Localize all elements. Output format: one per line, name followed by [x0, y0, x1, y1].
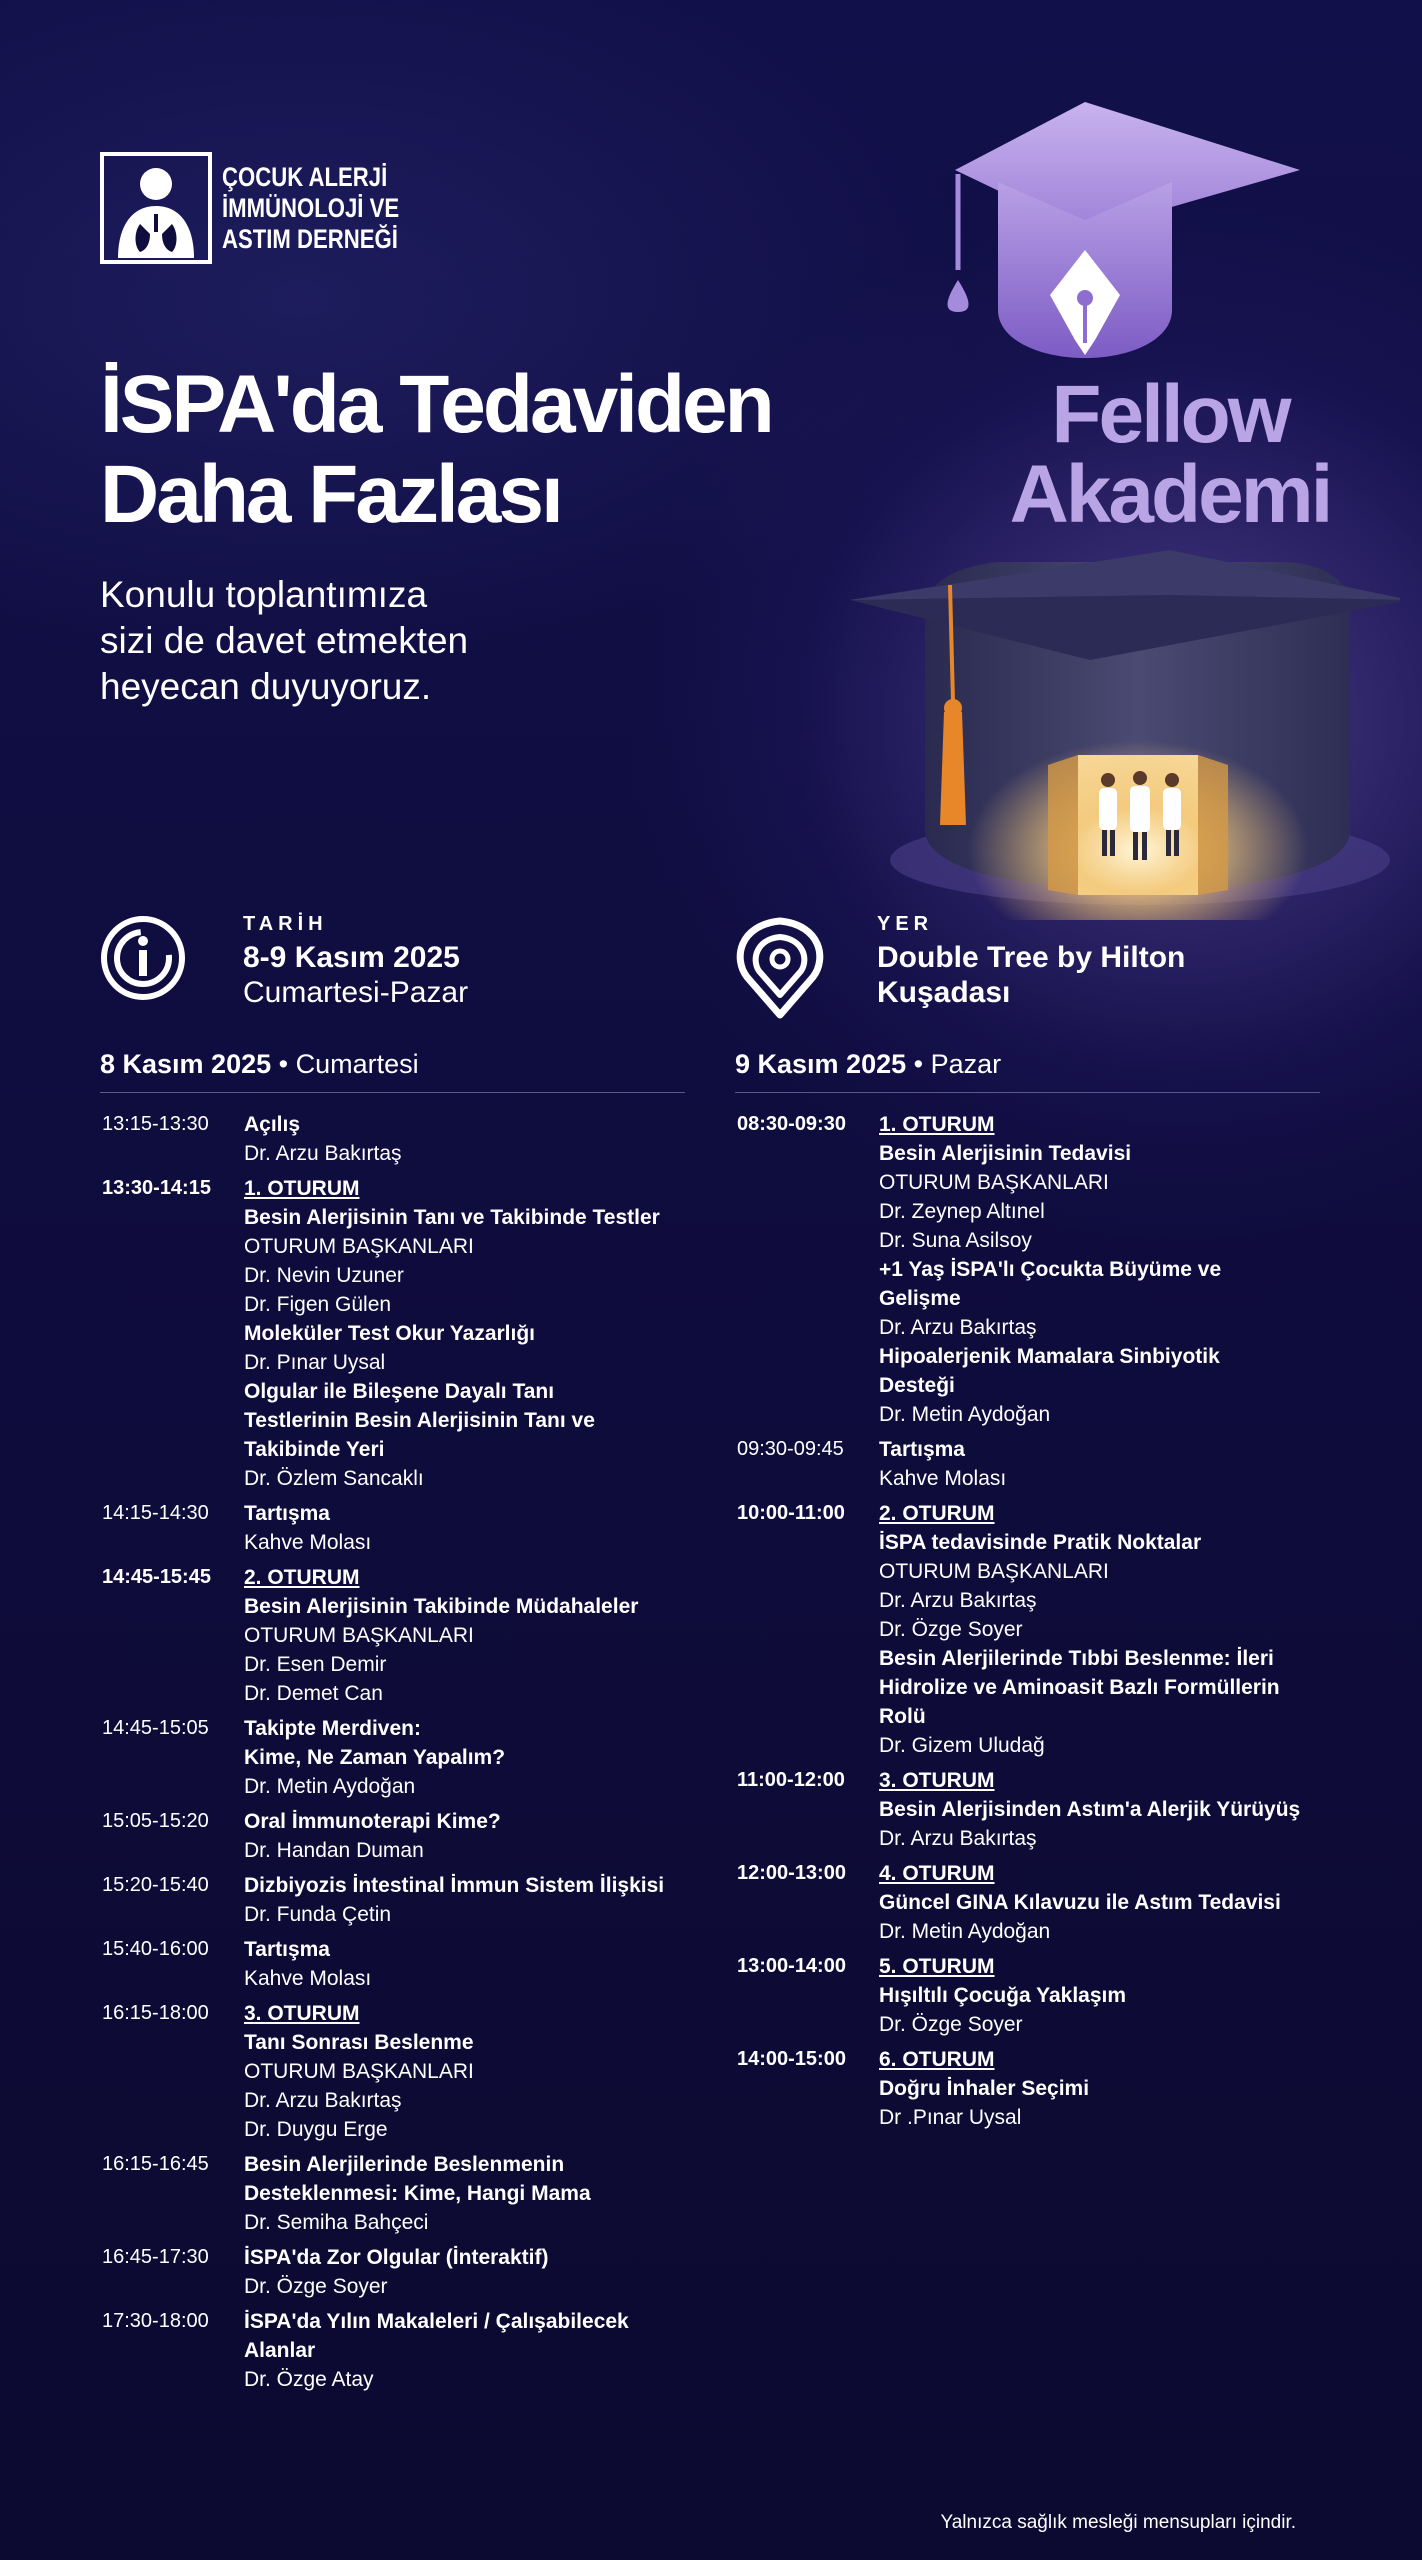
talk-title: Takibinde Yeri: [244, 1438, 385, 1461]
schedule-row: [737, 1499, 1337, 1760]
speaker-name: Dr. Zeynep Altınel: [879, 1200, 1045, 1223]
schedule-row: [102, 1563, 702, 1708]
session-time: 14:45-15:05: [102, 1717, 209, 1739]
day1-date: 8 Kasım 2025: [100, 1049, 272, 1079]
footer-disclaimer: Yalnızca sağlık mesleği mensupları içindir.: [940, 2512, 1296, 2533]
speaker-name: OTURUM BAŞKANLARI: [879, 1171, 1109, 1194]
session-time: 14:15-14:30: [102, 1502, 209, 1524]
talk-title: Dizbiyozis İntestinal İmmun Sistem İlişkisi: [244, 1874, 665, 1897]
session-time: 16:15-16:45: [102, 2153, 209, 2175]
speaker-name: OTURUM BAŞKANLARI: [244, 1624, 474, 1647]
talk-title: Alanlar: [244, 2339, 316, 2362]
talk-title: Hipoalerjenik Mamalara Sinbiyotik: [879, 1345, 1220, 1368]
schedule-row: [102, 1935, 702, 1993]
day1-schedule: [102, 1110, 702, 2400]
day2-weekday: • Pazar: [913, 1049, 1002, 1079]
session-time: 14:00-15:00: [737, 2048, 846, 2070]
talk-title: Olgular ile Bileşene Dayalı Tanı: [244, 1380, 555, 1403]
speaker-name: OTURUM BAŞKANLARI: [244, 2060, 474, 2083]
headline-line-1: İSPA'da Tedaviden: [100, 359, 772, 450]
headline-line-2: Daha Fazlası: [100, 449, 561, 540]
session-time: 13:15-13:30: [102, 1113, 209, 1135]
schedule-row: [737, 1859, 1337, 1946]
schedule-row: [102, 1807, 702, 1865]
logo-line-2: İMMÜNOLOJİ VE: [222, 192, 400, 223]
invitation-text: [100, 572, 468, 710]
talk-title: Takipte Merdiven:: [244, 1717, 421, 1740]
speaker-name: Dr. Suna Asilsoy: [879, 1229, 1032, 1252]
session-details: [244, 2243, 702, 2301]
session-details: [244, 1110, 702, 1168]
session-time: 17:30-18:00: [102, 2310, 209, 2332]
speaker-name: Kahve Molası: [244, 1967, 372, 1990]
venue-label: YER: [877, 913, 934, 935]
invite-line-1: Konulu toplantımıza: [100, 574, 428, 615]
pen-nib-cap-icon: [948, 102, 1301, 358]
talk-title: Desteği: [879, 1374, 955, 1397]
session-heading: 1. OTURUM: [244, 1177, 360, 1200]
session-time: 13:30-14:15: [102, 1177, 211, 1199]
session-time: 13:00-14:00: [737, 1955, 846, 1977]
speaker-name: Dr. Arzu Bakırtaş: [244, 2089, 402, 2112]
brand-line-1: Fellow: [1051, 369, 1289, 460]
talk-title: İSPA tedavisinde Pratik Noktalar: [879, 1531, 1202, 1554]
session-details: [244, 1871, 702, 1929]
speaker-name: Kahve Molası: [244, 1531, 372, 1554]
speaker-name: OTURUM BAŞKANLARI: [879, 1560, 1109, 1583]
session-details: [244, 2307, 702, 2394]
association-name: [222, 162, 422, 255]
speaker-name: Dr. Figen Gülen: [244, 1293, 392, 1316]
schedule-row: [737, 1952, 1337, 2039]
talk-title: Besin Alerjisinin Takibinde Müdahaleler: [244, 1595, 639, 1618]
session-time: 12:00-13:00: [737, 1862, 846, 1884]
speaker-name: Dr. Handan Duman: [244, 1839, 424, 1862]
session-heading: 3. OTURUM: [879, 1769, 995, 1792]
brand-line-2: Akademi: [1009, 449, 1331, 540]
talk-title: Moleküler Test Okur Yazarlığı: [244, 1322, 535, 1345]
speaker-name: Dr. Özge Atay: [244, 2368, 374, 2391]
session-details: [879, 2045, 1337, 2132]
speaker-name: Dr. Esen Demir: [244, 1653, 387, 1676]
talk-title: Güncel GINA Kılavuzu ile Astım Tedavisi: [879, 1891, 1281, 1914]
session-details: [244, 1999, 702, 2144]
session-details: [244, 1714, 702, 1801]
talk-title: Besin Alerjisinden Astım'a Alerjik Yürüyüş: [879, 1798, 1301, 1821]
date-value: 8-9 Kasım 2025: [243, 941, 460, 974]
schedule-row: [102, 1499, 702, 1557]
session-details: [879, 1110, 1337, 1429]
session-heading: 6. OTURUM: [879, 2048, 995, 2071]
speaker-name: Dr. Metin Aydoğan: [244, 1775, 416, 1798]
speaker-name: Dr. Nevin Uzuner: [244, 1264, 404, 1287]
session-details: [244, 2150, 702, 2237]
big-graduation-cap-icon: [850, 550, 1400, 920]
speaker-name: Dr. Duygu Erge: [244, 2118, 388, 2141]
talk-title: Rolü: [879, 1705, 926, 1728]
talk-title: Desteklenmesi: Kime, Hangi Mama: [244, 2182, 591, 2205]
session-details: [879, 1499, 1337, 1760]
logo-line-1: ÇOCUK ALERJİ: [222, 161, 388, 192]
speaker-name: Dr. Gizem Uludağ: [879, 1734, 1045, 1757]
speaker-name: Kahve Molası: [879, 1467, 1007, 1490]
schedule-row: [102, 1999, 702, 2144]
day1-header: [100, 1049, 419, 1080]
schedule-row: [102, 2150, 702, 2237]
speaker-name: Dr. Semiha Bahçeci: [244, 2211, 429, 2234]
talk-title: Tartışma: [244, 1938, 330, 1961]
talk-title: Besin Alerjilerinde Tıbbi Beslenme: İleri: [879, 1647, 1274, 1670]
location-pin-icon: [735, 915, 825, 1020]
invite-line-3: heyecan duyuyoruz.: [100, 666, 432, 707]
session-details: [879, 1859, 1337, 1946]
session-details: [879, 1435, 1337, 1493]
day2-header: [735, 1049, 1001, 1080]
session-details: [879, 1952, 1337, 2039]
talk-title: Hidrolize ve Aminoasit Bazlı Formüllerin: [879, 1676, 1280, 1699]
speaker-name: Dr. Özge Soyer: [879, 2013, 1023, 2036]
day2-divider: [735, 1092, 1320, 1093]
invite-line-2: sizi de davet etmekten: [100, 620, 469, 661]
speaker-name: Dr .Pınar Uysal: [879, 2106, 1022, 2129]
session-heading: 5. OTURUM: [879, 1955, 995, 1978]
session-heading: 4. OTURUM: [879, 1862, 995, 1885]
speaker-name: OTURUM BAŞKANLARI: [244, 1235, 474, 1258]
session-details: [244, 1563, 702, 1708]
schedule-row: [737, 1110, 1337, 1429]
speaker-name: Dr. Arzu Bakırtaş: [879, 1316, 1037, 1339]
schedule-row: [737, 1766, 1337, 1853]
schedule-row: [102, 1174, 702, 1493]
speaker-name: Dr. Arzu Bakırtaş: [244, 1142, 402, 1165]
session-heading: 2. OTURUM: [244, 1566, 360, 1589]
speaker-name: Dr. Özlem Sancaklı: [244, 1467, 424, 1490]
day1-weekday: • Cumartesi: [278, 1049, 419, 1079]
fellow-akademi-brand: [960, 369, 1380, 540]
venue-name: Double Tree by Hilton: [877, 941, 1186, 974]
session-time: 11:00-12:00: [737, 1769, 845, 1791]
session-heading: 2. OTURUM: [879, 1502, 995, 1525]
talk-title: Oral İmmunoterapi Kime?: [244, 1810, 501, 1833]
session-details: [244, 1807, 702, 1865]
talk-title: Kime, Ne Zaman Yapalım?: [244, 1746, 506, 1769]
talk-title: Tartışma: [879, 1438, 965, 1461]
speaker-name: Dr. Özge Soyer: [879, 1618, 1023, 1641]
talk-title: +1 Yaş İSPA'lı Çocukta Büyüme ve: [879, 1258, 1222, 1281]
speaker-name: Dr. Özge Soyer: [244, 2275, 388, 2298]
day2-date: 9 Kasım 2025: [735, 1049, 907, 1079]
talk-title: İSPA'da Yılın Makaleleri / Çalışabilecek: [244, 2310, 629, 2333]
talk-title: Gelişme: [879, 1287, 961, 1310]
speaker-name: Dr. Arzu Bakırtaş: [879, 1589, 1037, 1612]
session-time: 14:45-15:45: [102, 1566, 211, 1588]
talk-title: Besin Alerjisinin Tanı ve Takibinde Testler: [244, 1206, 660, 1229]
talk-title: Doğru İnhaler Seçimi: [879, 2077, 1090, 2100]
session-details: [244, 1499, 702, 1557]
speaker-name: Dr. Funda Çetin: [244, 1903, 392, 1926]
session-details: [244, 1174, 702, 1493]
talk-title: Tartışma: [244, 1502, 330, 1525]
schedule-row: [737, 2045, 1337, 2132]
talk-title: Besin Alerjisinin Tedavisi: [879, 1142, 1132, 1165]
speaker-name: Dr. Arzu Bakırtaş: [879, 1827, 1037, 1850]
day1-divider: [100, 1092, 685, 1093]
headline: [100, 360, 772, 540]
schedule-row: [737, 1435, 1337, 1493]
schedule-row: [102, 1714, 702, 1801]
schedule-row: [102, 1110, 702, 1168]
speaker-name: Dr. Metin Aydoğan: [879, 1403, 1051, 1426]
talk-title: İSPA'da Zor Olgular (İnteraktif): [244, 2246, 549, 2269]
date-label: TARİH: [243, 913, 328, 935]
schedule-row: [102, 1871, 702, 1929]
session-details: [244, 1935, 702, 1993]
session-time: 15:20-15:40: [102, 1874, 209, 1896]
session-time: 08:30-09:30: [737, 1113, 846, 1135]
session-time: 10:00-11:00: [737, 1502, 845, 1524]
session-heading: 1. OTURUM: [879, 1113, 995, 1136]
association-logo: [100, 152, 422, 264]
schedule-row: [102, 2307, 702, 2394]
info-circle-icon: [100, 915, 186, 1001]
session-time: 16:45-17:30: [102, 2246, 209, 2268]
session-time: 15:05-15:20: [102, 1810, 209, 1832]
session-time: 15:40-16:00: [102, 1938, 209, 1960]
talk-title: Tanı Sonrası Beslenme: [244, 2031, 474, 2054]
date-weekdays: Cumartesi-Pazar: [243, 976, 469, 1009]
schedule-row: [102, 2243, 702, 2301]
session-time: 09:30-09:45: [737, 1438, 844, 1460]
talk-title: Besin Alerjilerinde Beslenmenin: [244, 2153, 565, 2176]
talk-title: Hışıltılı Çocuğa Yaklaşım: [879, 1984, 1127, 2007]
talk-title: Testlerinin Besin Alerjisinin Tanı ve: [244, 1409, 595, 1432]
speaker-name: Dr. Pınar Uysal: [244, 1351, 386, 1374]
speaker-name: Dr. Demet Can: [244, 1682, 383, 1705]
child-lungs-logo-icon: [100, 152, 212, 264]
logo-line-3: ASTIM DERNEĞİ: [222, 223, 398, 254]
session-heading: 3. OTURUM: [244, 2002, 360, 2025]
speaker-name: Dr. Metin Aydoğan: [879, 1920, 1051, 1943]
venue-city: Kuşadası: [877, 976, 1011, 1009]
talk-title: Açılış: [244, 1113, 301, 1136]
session-time: 16:15-18:00: [102, 2002, 209, 2024]
session-details: [879, 1766, 1337, 1853]
day2-schedule: [737, 1110, 1337, 2138]
